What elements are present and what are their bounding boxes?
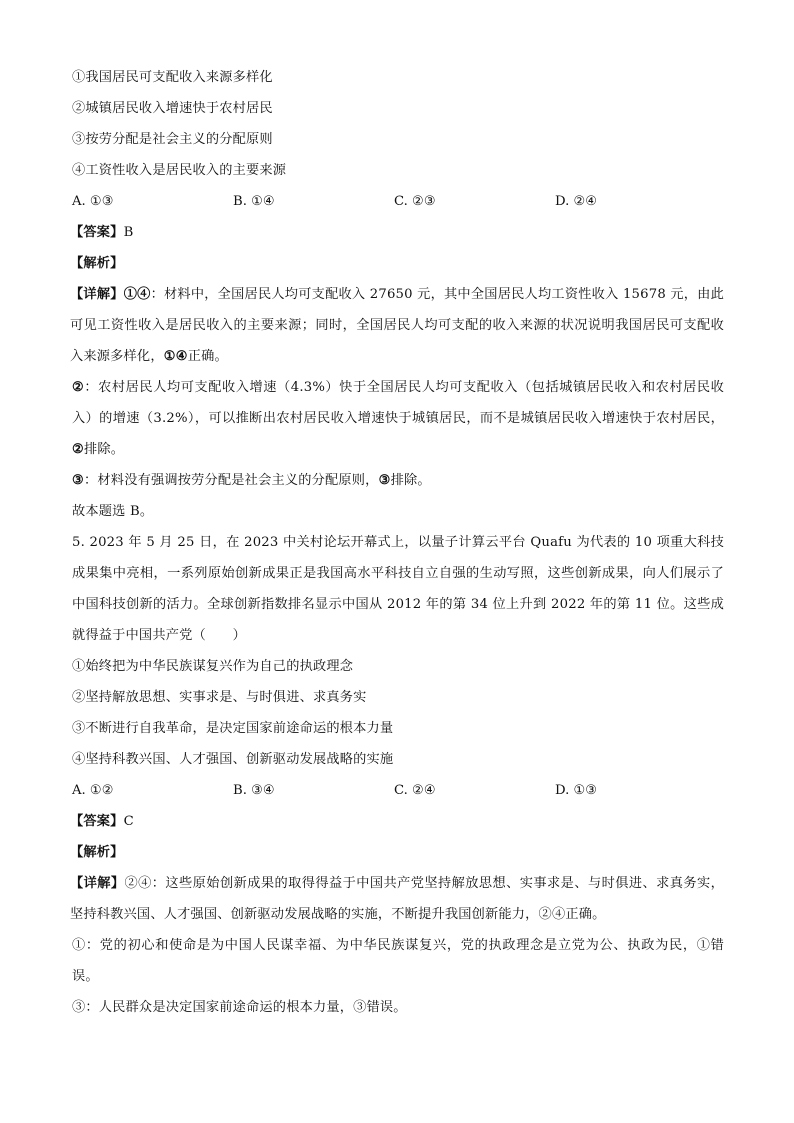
q4-detail-2: [72, 372, 724, 465]
q4-detail-3-lead: ③: [72, 473, 85, 488]
q4-statement-3: ③按劳分配是社会主义的分配原则: [72, 132, 273, 147]
q4-detail-label: 【详解】: [70, 287, 124, 302]
q4-detail-3: [72, 465, 724, 496]
q4-detail-1: [70, 279, 724, 372]
q5-option-c: C. ②④: [394, 783, 436, 798]
q4-detail-2-end-bold: ②: [72, 442, 85, 457]
q5-option-a: A. ①②: [72, 783, 114, 798]
q4-statement-4: ④工资性收入是居民收入的主要来源: [72, 163, 287, 178]
q4-detail-2-lead: ②: [72, 380, 85, 395]
q5-analysis-label: 【解析】: [70, 845, 124, 860]
q5-stem: 5. 2023 年 5 月 25 日，在 2023 中关村论坛开幕式上，以量子计算云平台 Quafu 为代表的 10 项重大科技成果集中亮相，一系列原始创新成果正是我国高水平科技自立自强的生动写照，这些创新成果，向人们展示了中国科技创新的活力。全球创新指数排名显示中国从 2012 年的第 34 位上升到 2022 年的第 11 位。这些成就得益于中国共产党（ ）: [72, 535, 724, 643]
q5-detail-label: 【详解】: [70, 876, 125, 891]
q4-option-c: C. ②③: [394, 194, 436, 209]
q4-option-a: A. ①③: [72, 194, 114, 209]
q5-answer-label: 【答案】: [70, 814, 124, 829]
q4-detail-1-text: ：材料中，全国居民人均可支配收入 27650 元，其中全国居民人均工资性收入 15678 元，由此可见工资性收入是居民收入的主要来源；同时，全国居民人均可支配的收入来源的状况说明我国居民可支配收入来源多样化，: [70, 287, 724, 364]
q5-options: [72, 775, 724, 806]
q4-analysis-label: 【解析】: [70, 256, 124, 271]
q5-detail-1: [70, 868, 724, 930]
q4-detail-2-text: ：农村居民人均可支配收入增速（4.3%）快于全国居民人均可支配收入（包括城镇居民收入和农村居民收入）的增速（3.2%），可以推断出农村居民收入增速快于城镇居民，而不是城镇居民收入增速快于农村居民，: [72, 380, 724, 426]
q5-statement-4: ④坚持科教兴国、人才强国、创新驱动发展战略的实施: [72, 752, 394, 767]
q4-option-b: B. ①④: [233, 194, 275, 209]
q4-detail-3-text: ：材料没有强调按劳分配是社会主义的分配原则，: [84, 473, 379, 488]
q5-detail-3: ③：人民群众是决定国家前途命运的根本力量，③错误。: [72, 1000, 407, 1015]
q5-statement-1: ①始终把为中华民族谋复兴作为自己的执政理念: [72, 659, 354, 674]
q5-answer-value: C: [123, 814, 134, 829]
q5-option-d: D. ①③: [555, 783, 598, 798]
q4-statement-1: ①我国居民可支配收入来源多样化: [72, 70, 273, 85]
q5-answer: [70, 806, 724, 837]
q4-answer-label: 【答案】: [70, 225, 124, 240]
q5-statement-2: ②坚持解放思想、实事求是、与时俱进、求真务实: [72, 690, 367, 705]
q4-detail-2-end: 排除。: [84, 442, 125, 457]
q4-detail-1-lead: ①④: [123, 287, 151, 302]
q5-option-b: B. ③④: [233, 783, 275, 798]
document-page: [72, 62, 724, 1023]
q5-detail-2: ①：党的初心和使命是为中国人民谋幸福、为中华民族谋复兴，党的执政理念是立党为公、执政为民，①错误。: [72, 938, 724, 984]
q4-answer-value: B: [123, 225, 134, 240]
q4-detail-1-end: 正确。: [187, 349, 228, 364]
q4-detail-1-end-bold: ①④: [163, 349, 188, 364]
q4-detail-3-end-bold: ③: [378, 473, 391, 488]
q4-option-d: D. ②④: [555, 194, 598, 209]
q4-answer: [70, 217, 724, 248]
q4-detail-3-end: 排除。: [390, 473, 431, 488]
q4-options: [72, 186, 724, 217]
q4-conclusion: 故本题选 B。: [72, 504, 154, 519]
q5-statement-3: ③不断进行自我革命，是决定国家前途命运的根本力量: [72, 721, 394, 736]
q4-statement-2: ②城镇居民收入增速快于农村居民: [72, 101, 273, 116]
q5-detail-1-text: ②④：这些原始创新成果的取得得益于中国共产党坚持解放思想、实事求是、与时俱进、求真务实，坚持科教兴国、人才强国、创新驱动发展战略的实施，不断提升我国创新能力，②④正确。: [70, 876, 724, 922]
